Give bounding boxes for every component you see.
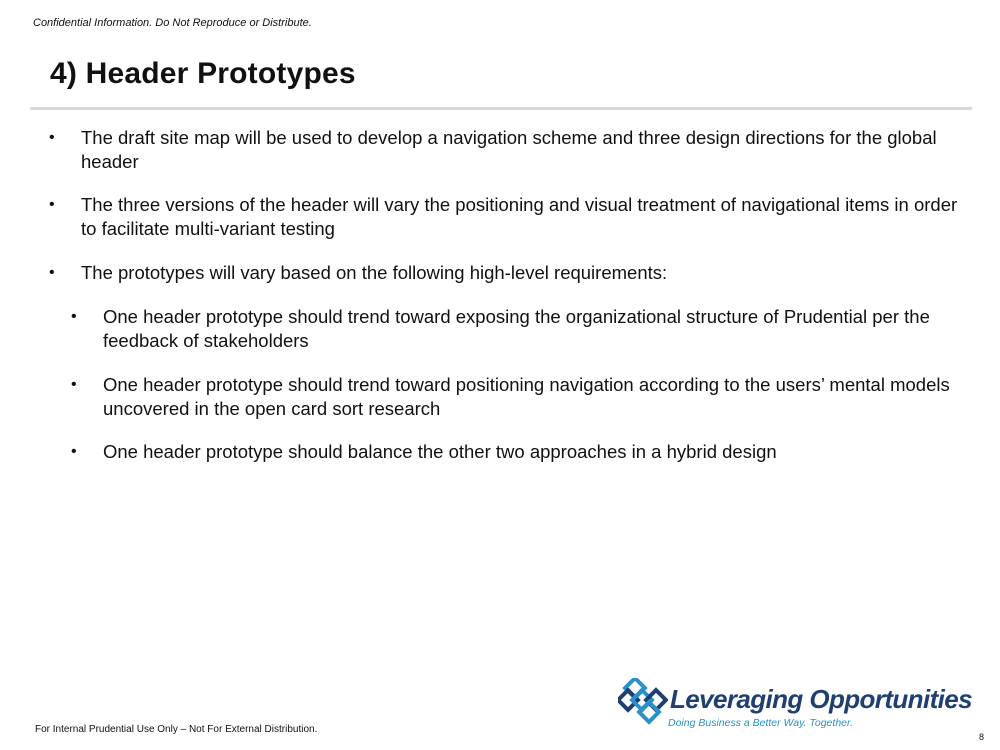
logo [618, 676, 972, 732]
title-divider [30, 107, 972, 110]
bullet-text: One header prototype should balance the other two approaches in a hybrid design [103, 441, 777, 462]
logo-title: Leveraging Opportunities [670, 684, 972, 714]
page-title: 4) Header Prototypes [50, 57, 356, 90]
bullet-text: One header prototype should trend toward exposing the organizational structure of Prudential per the feedback of stakeholders [103, 306, 930, 351]
footer-notice: For Internal Prudential Use Only – Not For External Distribution. [35, 724, 318, 735]
page-number: 8 [979, 732, 985, 742]
bullet-dot: • [49, 264, 55, 281]
bullet-dot: • [71, 308, 77, 325]
bullet-text: The prototypes will vary based on the following high-level requirements: [81, 262, 668, 283]
bullet-item [0, 126, 961, 173]
bullet-dot: • [71, 443, 77, 460]
sub-bullet-item [0, 373, 961, 420]
bullet-text: One header prototype should trend toward positioning navigation according to the users’ mental models uncovered in the open card sort research [103, 374, 950, 419]
bullet-dot: • [49, 196, 55, 213]
interlocking-diamonds-icon [618, 678, 668, 728]
logo-tagline: Doing Business a Better Way. Together. [668, 717, 854, 729]
bullet-dot: • [71, 376, 77, 393]
bullet-item [0, 193, 961, 240]
bullet-item [0, 261, 961, 285]
bullet-text: The three versions of the header will vary the positioning and visual treatment of navigational items in order to facilitate multi-variant testing [81, 194, 958, 239]
sub-bullet-item [0, 440, 961, 464]
sub-bullet-item [0, 305, 961, 352]
confidential-notice: Confidential Information. Do Not Reproduce or Distribute. [33, 17, 312, 29]
bullet-text: The draft site map will be used to develop a navigation scheme and three design directions for the global header [81, 127, 937, 172]
bullet-dot: • [49, 129, 55, 146]
